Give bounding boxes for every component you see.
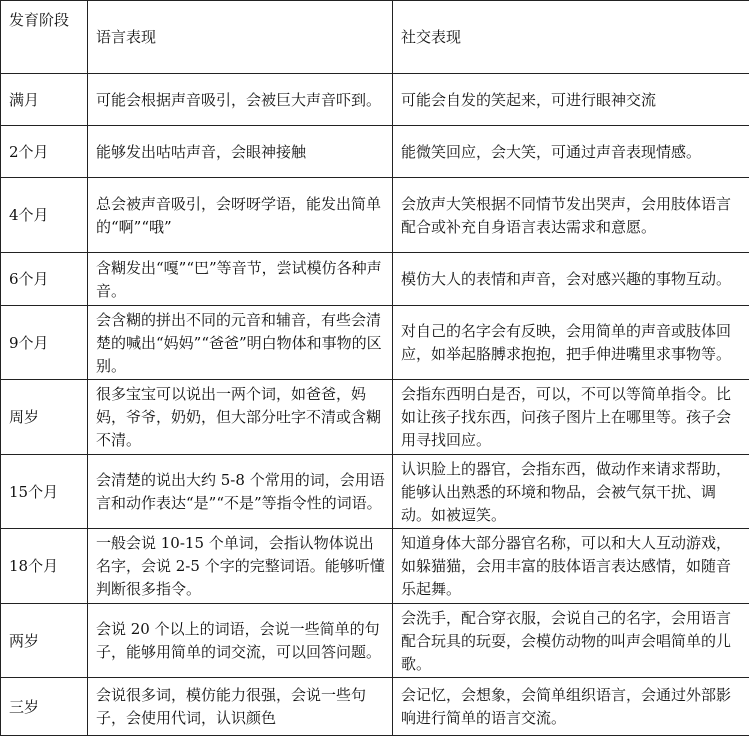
table-row: [1, 74, 749, 126]
social-cell: 会指东西明白是否，可以，不可以等简单指令。比如让孩子找东西，问孩子图片上在哪里等。孩子会用寻找回应。: [393, 380, 749, 455]
social-cell: 能微笑回应，会大笑，可通过声音表现情感。: [393, 126, 749, 178]
language-cell: 含糊发出“嘎”“巴”等音节，尝试模仿各种声音。: [88, 253, 393, 306]
stage-cell: 15个月: [1, 455, 88, 529]
language-cell: 会含糊的拼出不同的元音和辅音，有些会清楚的喊出“妈妈”“爸爸”明白物体和事物的区别。: [88, 306, 393, 380]
table-row: [1, 678, 749, 736]
social-cell: 可能会自发的笑起来，可进行眼神交流: [393, 74, 749, 126]
stage-cell: 两岁: [1, 604, 88, 678]
stage-cell: 6个月: [1, 253, 88, 306]
table-row: [1, 253, 749, 306]
stage-cell: 9个月: [1, 306, 88, 380]
table-row: [1, 529, 749, 604]
language-cell: 可能会根据声音吸引，会被巨大声音吓到。: [88, 74, 393, 126]
header-stage: 发育阶段: [1, 1, 88, 74]
language-cell: 一般会说 10-15 个单词，会指认物体说出名字，会说 2-5 个字的完整词语。能够听懂判断很多指令。: [88, 529, 393, 604]
table-row: [1, 380, 749, 455]
header-social: 社交表现: [393, 1, 749, 74]
social-cell: 会放声大笑根据不同情节发出哭声，会用肢体语言配合或补充自身语言表达需求和意愿。: [393, 178, 749, 253]
language-cell: 会清楚的说出大约 5-8 个常用的词，会用语言和动作表达“是”“不是”等指令性的词语。: [88, 455, 393, 529]
table-row: [1, 604, 749, 678]
stage-cell: 三岁: [1, 678, 88, 736]
language-cell: 会说很多词，模仿能力很强，会说一些句子，会使用代词，认识颜色: [88, 678, 393, 736]
header-language: 语言表现: [88, 1, 393, 74]
language-cell: 很多宝宝可以说出一两个词，如爸爸，妈妈，爷爷，奶奶，但大部分吐字不清或含糊不清。: [88, 380, 393, 455]
table-row: [1, 455, 749, 529]
social-cell: 会洗手，配合穿衣服，会说自己的名字，会用语言配合玩具的玩耍，会模仿动物的叫声会唱简单的儿歌。: [393, 604, 749, 678]
stage-cell: 2个月: [1, 126, 88, 178]
stage-cell: 18个月: [1, 529, 88, 604]
social-cell: 对自己的名字会有反映，会用简单的声音或肢体回应，如举起胳膊求抱抱，把手伸进嘴里求事物等。: [393, 306, 749, 380]
social-cell: 知道身体大部分器官名称，可以和大人互动游戏，如躲猫猫，会用丰富的肢体语言表达感情，如随音乐起舞。: [393, 529, 749, 604]
header-row: [1, 1, 749, 74]
language-cell: 能够发出咕咕声音，会眼神接触: [88, 126, 393, 178]
social-cell: 会记忆，会想象，会简单组织语言，会通过外部影响进行简单的语言交流。: [393, 678, 749, 736]
language-cell: 总会被声音吸引，会呀呀学语，能发出简单的“啊”“哦”: [88, 178, 393, 253]
table-row: [1, 306, 749, 380]
table-row: [1, 126, 749, 178]
table-row: [1, 178, 749, 253]
stage-cell: 满月: [1, 74, 88, 126]
stage-cell: 4个月: [1, 178, 88, 253]
language-cell: 会说 20 个以上的词语，会说一些简单的句子，能够用简单的词交流，可以回答问题。: [88, 604, 393, 678]
social-cell: 模仿大人的表情和声音，会对感兴趣的事物互动。: [393, 253, 749, 306]
stage-cell: 周岁: [1, 380, 88, 455]
social-cell: 认识脸上的器官，会指东西，做动作来请求帮助，能够认出熟悉的环境和物品，会被气氛干扰、调动。如被逗笑。: [393, 455, 749, 529]
